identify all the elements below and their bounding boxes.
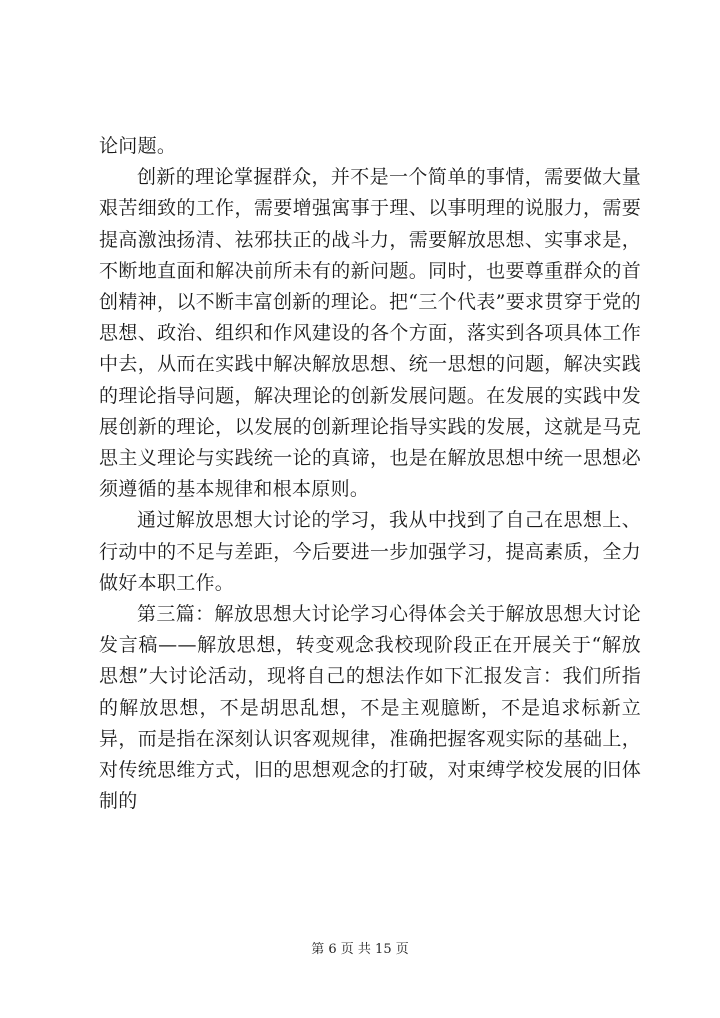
paragraph-third-article: 第三篇：解放思想大讨论学习心得体会关于解放思想大讨论发言稿——解放思想，转变观念我校现阶段正在开展关于“解放思想”大讨论活动，现将自己的想法作如下汇报发言：我们所指的解放思想，不是胡思乱想，不是主观臆断，不是追求标新立异，而是指在深刻认识客观规律，准确把握客观实际的基础上，对传统思维方式，旧的思想观念的打破，对束缚学校发展的旧体制的 [99,603,641,813]
document-body [99,131,641,817]
page-number-footer: 第 6 页 共 15 页 [311,942,409,957]
paragraph-innovative-theory: 创新的理论掌握群众，并不是一个简单的事情，需要做大量艰苦细致的工作，需要增强寓事于理、以事明理的说服力，需要提高激浊扬清、祛邪扶正的战斗力，需要解放思想、实事求是，不断地直面和解决前所未有的新问题。同时，也要尊重群众的首创精神，以不断丰富创新的理论。把“三个代表”要求贯穿于党的思想、政治、组织和作风建设的各个方面，落实到各项具体工作中去，从而在实践中解决解放思想、统一思想的问题，解决实践的理论指导问题，解决理论的创新发展问题。在发展的实践中发展创新的理论，以发展的创新理论指导实践的发展，这就是马克思主义理论与实践统一论的真谛，也是在解放思想中统一思想必须遵循的基本规律和根本原则。 [99,166,641,501]
paragraph-continuation: 论问题。 [99,135,177,157]
paragraph-study-reflection: 通过解放思想大讨论的学习，我从中找到了自己在思想上、行动中的不足与差距，今后要进一步加强学习，提高素质，全力做好本职工作。 [99,509,641,594]
